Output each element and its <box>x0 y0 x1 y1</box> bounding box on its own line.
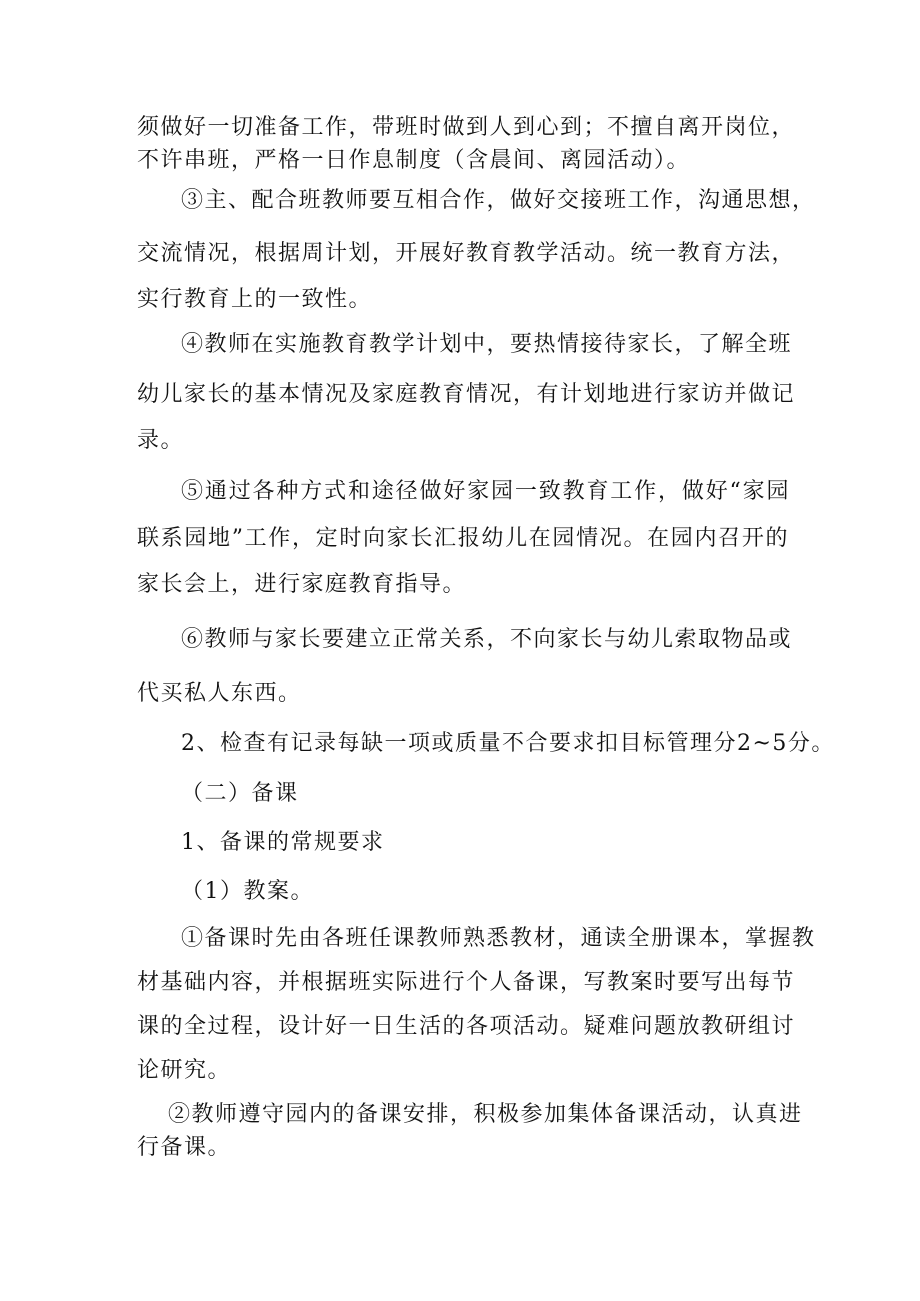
text-line: 实行教育上的一致性。 <box>137 287 373 312</box>
text-line: 代买私人东西。 <box>137 681 302 706</box>
text-line: 论研究。 <box>137 1058 232 1083</box>
item-heading: （1）教案。 <box>181 879 314 904</box>
text-line: ②教师遵守园内的备课安排，积极参加集体备课活动，认真进 <box>168 1102 803 1127</box>
text-line: 幼儿家长的基本情况及家庭教育情况，有计划地进行家访并做记 <box>137 382 796 407</box>
text-line: 交流情况，根据周计划，开展好教育教学活动。统一教育方法， <box>137 241 796 266</box>
text-line: 家长会上，进行家庭教育指导。 <box>137 572 467 597</box>
section-heading: （二）备课 <box>181 781 299 806</box>
text-line: 联系园地”工作，定时向家长汇报幼儿在园情况。在园内召开的 <box>137 526 789 551</box>
text-line: 不许串班，严格一日作息制度（含晨间、离园活动）。 <box>137 148 691 173</box>
text-line: ⑤通过各种方式和途径做好家园一致教育工作，做好“家园 <box>181 479 790 504</box>
text-line: 材基础内容，并根据班实际进行个人备课，写教案时要写出每节 <box>137 970 796 995</box>
subsection-heading: 1、备课的常规要求 <box>181 830 385 855</box>
text-line: 2、检查有记录每缺一项或质量不合要求扣目标管理分2~5分。 <box>181 731 835 756</box>
text-line: 录。 <box>137 428 185 453</box>
text-line: 行备课。 <box>137 1135 232 1160</box>
text-line: ④教师在实施教育教学计划中，要热情接待家长，了解全班 <box>181 332 793 357</box>
text-line: ⑥教师与家长要建立正常关系，不向家长与幼儿索取物品或 <box>181 627 793 652</box>
text-line: 须做好一切准备工作，带班时做到人到心到；不擅自离开岗位， <box>137 115 796 140</box>
text-line: ③主、配合班教师要互相合作，做好交接班工作，沟通思想， <box>181 188 816 213</box>
text-line: 课的全过程，设计好一日生活的各项活动。疑难问题放教研组讨 <box>137 1014 796 1039</box>
text-line: ①备课时先由各班任课教师熟悉教材，通读全册课本，掌握教 <box>181 926 816 951</box>
